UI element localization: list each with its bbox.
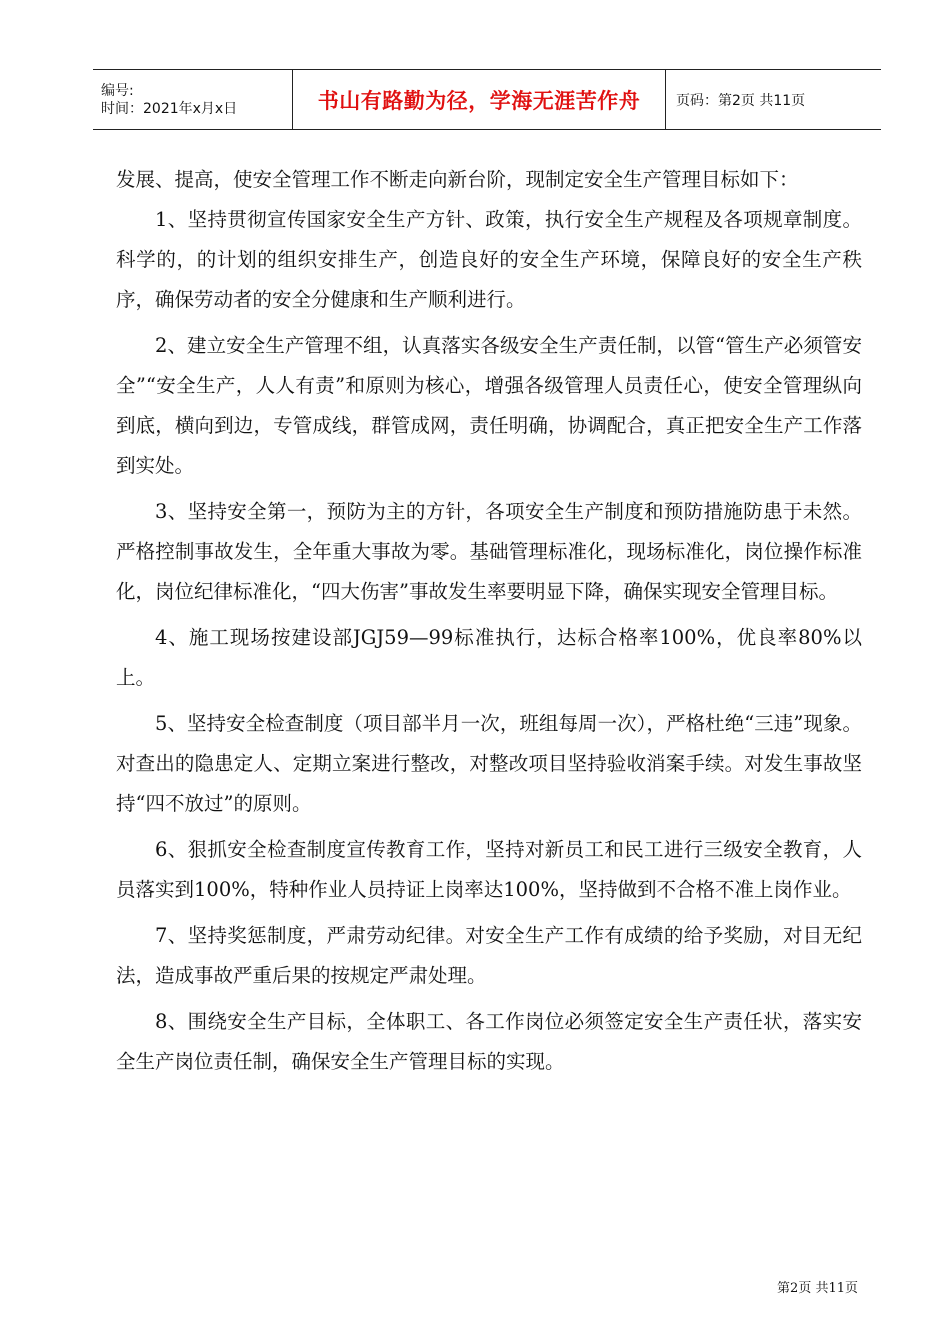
paragraph-item-6: 6、狠抓安全检查制度宣传教育工作，坚持对新员工和民工进行三级安全教育，人员落实到100%，特种作业人员持证上岗率达100%，坚持做到不合格不准上岗作业。	[116, 838, 862, 901]
header-page-cell	[666, 70, 881, 129]
header-motto-cell	[293, 70, 666, 129]
document-header	[93, 69, 881, 130]
document-body	[116, 160, 862, 1082]
footer-page-number: 第2页 共11页	[777, 1281, 858, 1296]
paragraph-item-3: 3、坚持安全第一，预防为主的方针，各项安全生产制度和预防措施防患于未然。严格控制事故发生，全年重大事故为零。基础管理标准化，现场标准化，岗位操作标准化，岗位纪律标准化，“四大伤害”事故发生率要明显下降，确保实现安全管理目标。	[116, 500, 862, 603]
motto-text: 书山有路勤为径，学海无涯苦作舟	[317, 88, 641, 113]
page-number-label: 页码：第2页 共11页	[676, 92, 806, 109]
paragraph-item-5: 5、坚持安全检查制度（项目部半月一次，班组每周一次），严格杜绝“三违”现象。对查出的隐患定人、定期立案进行整改，对整改项目坚持验收消案手续。对发生事故坚持“四不放过”的原则。	[116, 712, 862, 815]
header-meta-cell	[93, 70, 293, 129]
paragraph-intro: 发展、提高，使安全管理工作不断走向新台阶，现制定安全生产管理目标如下：	[116, 168, 799, 191]
time-label: 时间：2021年x月x日	[101, 100, 238, 117]
paragraph-item-7: 7、坚持奖惩制度，严肃劳动纪律。对安全生产工作有成绩的给予奖励，对目无纪法，造成事故严重后果的按规定严肃处理。	[116, 924, 862, 987]
page-footer	[777, 1277, 858, 1296]
paragraph-item-1: 1、坚持贯彻宣传国家安全生产方针、政策，执行安全生产规程及各项规章制度。科学的，的计划的组织安排生产，创造良好的安全生产环境，保障良好的安全生产秩序，确保劳动者的安全分健康和生产顺利进行。	[116, 208, 862, 311]
paragraph-item-8: 8、围绕安全生产目标，全体职工、各工作岗位必须签定安全生产责任状，落实安全生产岗位责任制，确保安全生产管理目标的实现。	[116, 1010, 862, 1073]
paragraph-item-2: 2、建立安全生产管理不组，认真落实各级安全生产责任制，以管“管生产必须管安全”“安全生产，人人有责”和原则为核心，增强各级管理人员责任心，使安全管理纵向到底，横向到边，专管成线，群管成网，责任明确，协调配合，真正把安全生产工作落到实处。	[116, 334, 862, 477]
paragraph-item-4: 4、施工现场按建设部JGJ59—99标准执行，达标合格率100%，优良率80%以上。	[116, 626, 862, 689]
serial-number-label: 编号:	[101, 82, 134, 99]
